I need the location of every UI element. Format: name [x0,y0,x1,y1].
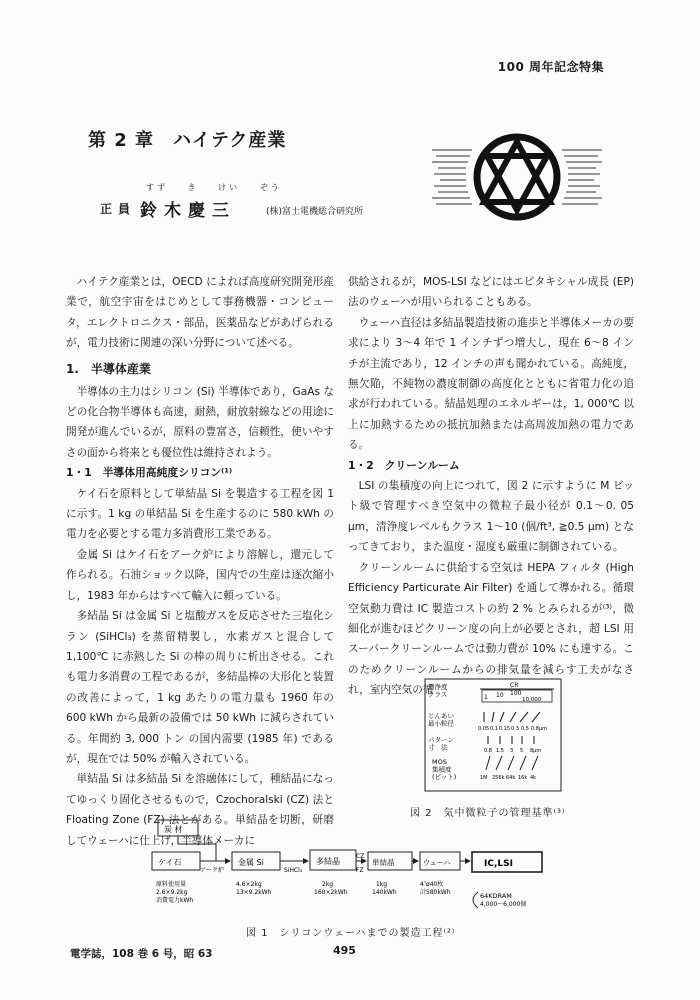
fig2-particle-4: 0.5 [521,726,529,732]
fig1-wafer-usage-1: 計580kWh [420,889,451,896]
fig1-wafer-usage-0: 4″ø40枚 [420,881,444,888]
fig2-label-particle: じんあい最小粒径 [428,712,454,728]
fig2-class-10000: 10,000 [522,697,542,703]
fig2-pattern-1: 1.5 [496,748,504,754]
fig2-label-pattern: パターン寸 法 [428,736,454,752]
fig2-pattern-4: 8μm [530,748,542,754]
fig1-single-usage-0: 1kg [376,881,388,888]
figure-1-caption: 図 1 シリコンウェーハまでの製造工程⁽²⁾ [246,928,456,939]
fig1-node-ic: IC,LSI [484,859,513,869]
fig1-metal-usage-0: 4.6×2kg [236,881,262,888]
fig2-pattern-0: 0.8 [484,748,492,754]
fig2-pattern-2: 3 [510,748,514,754]
author-name: 鈴木慶三 [140,201,236,221]
paragraph: 供給されるが，MOS-LSI などにはエピタキシャル成長 (EP) 法のウェーハが用いられることもある。 [348,276,634,309]
fig1-node-silica: ケイ石 [158,858,182,867]
fig1-poly-usage-1: 160×2kWh [314,889,348,896]
fig2-cr-label: CR [510,682,519,689]
fig2-particle-0: 0.05 [478,726,490,732]
paragraph: ウェーハ直径は多結晶製造技術の進歩と半導体メーカの要求により 3〜4 年で 1 インチずつ増大し，現在 6〜8 インチが主流であり，12 インチの声も聞かれている。高純度，無欠陥，不純物の濃度制御の高度化とともに省電力化の追求が行われている。結晶処理のエネルギーは，1, 000℃ 以上に加熱するための抵抗加熱または高周波加熱の電力である。 [348,316,634,452]
series-header: 100 周年記念特集 [497,60,604,74]
fig2-class-10: 10 [496,692,504,699]
right-column [348,272,634,701]
fig1-single-usage-1: 140kWh [372,889,397,896]
author-affiliation: (株)富士電機総合研究所 [266,207,364,217]
fig2-particle-5: 0.8μm [531,726,548,732]
left-column [66,272,334,851]
page-number: 495 [333,944,356,957]
paragraph: ケイ石を原料として単結晶 Si を製造する工程を図 1 に示す。1 kg の単結晶 Si を生産するのに 580 kWh の電力を必要とする電力多消費形工業である。 [66,487,334,541]
paragraph: 金属 Si はケイ石をアーク炉により溶解し，還元して作られる。石油ショック以降，国内での生産は逐次縮小し，1983 年からはすべて輸入に頼っている。 [66,548,334,602]
figure-2-caption: 図 2 気中微粒子の管理基準⁽³⁾ [410,808,566,819]
chapter-title: 第 2 章 ハイテク産業 [88,130,287,151]
fig2-particle-1: 0.1 [490,726,498,732]
fig1-fz-label: FZ [356,867,364,874]
fig1-sihcl3-label: SiHCl₃ [284,867,303,874]
author-block [100,182,430,222]
fig2-class-1: 1 [484,694,488,701]
fig2-mos-2: 64k [506,775,516,781]
fig1-arc-label: アーク炉 [200,867,224,874]
fig2-label-class: 清浄度クラス [428,683,448,699]
subsection-heading-silicon: 1・1 半導体用高純度シリコン⁽¹⁾ [66,466,233,480]
fig1-coal: 炭 材 [164,825,183,834]
section-heading-semiconductor: 1. 半導体産業 [66,361,151,376]
author-ruby: すず き けい ぞう [146,183,282,192]
fig2-particle-3: 0.3 [511,726,519,732]
fig1-node-poly: 多結晶 [316,857,340,866]
fig2-mos-1: 256k [492,775,505,781]
figure-2-particle-criteria [424,678,562,792]
fig1-ic-usage-1: 4,000～6,000個 [480,901,527,908]
intro-paragraph: ハイテク産業とは，OECD によれば高度研究開発形産業で，航空宇宙をはじめとして事務機器・コンピュータ，エレクトロニクス・部品，医薬品などがあげられるが，電力技術に関連の深い分野について述べる。 [66,276,334,350]
centennial-logo [432,130,602,230]
paragraph: クリーンルームに供給する空気は HEPA フィルタ (High Efficiency Particurate Air Filter) を通して導かれる。循環空気動力費は IC 製造コストの約 2 % とみられるが⁽³⁾，微細化が進むほどクリーン度の向上が必要とされ，超 LSI 用スーパークリーンルームでは動力費が 10% にも達する。このためクリーンルームからの排気量を減らす工夫がなされ，室内空気の循 [348,561,634,697]
fig1-node-single: 単結晶 [372,858,395,867]
fig2-mos-4: 4k [530,775,537,781]
fig1-usage-2: 消費電力kWh [156,897,194,904]
fig1-usage-1: 2.6×9.2kg [156,889,188,896]
figure-1-process-flow [150,818,550,922]
fig2-particle-2: 0.15 [499,726,511,732]
fig2-mos-3: 16k [518,775,528,781]
fig2-pattern-3: 5 [520,748,524,754]
fig1-ic-usage-0: 64KDRAM [480,892,512,900]
fig1-poly-usage-0: 2kg [322,881,334,888]
journal-citation: 電学誌，108 巻 6 号，昭 63 [70,948,213,960]
fig2-mos-0: 1M [480,775,488,781]
fig1-usage-0: 原料使用量 [156,881,187,888]
fig1-cz-label: CZ [356,853,365,860]
paragraph: LSI の集積度の向上につれて，図 2 に示すように M ビット級で管理すべき空気中の微粒子最小径が 0.1〜0. 05 μm，清浄度レベルもクラス 1〜10 (個/ft³, ≧0.5 μm) となってきており，また温度・湿度も厳重に制御されている。 [348,480,634,554]
subsection-heading-cleanroom: 1・2 クリーンルーム [348,458,460,472]
paragraph: 半導体の主力はシリコン (Si) 半導体であり，GaAs などの化合物半導体も高速，耐熱，耐放射線などの用途に開発が進んでいるが，原料の豊富さ，信頼性，使いやすさの面から将来とも優位性は維持されよう。 [66,385,334,459]
paragraph: 単結晶 Si は多結晶 Si を溶融体にして，種結晶になってゆっくり固化させるもので，Czochoralski (CZ) 法と Floating Zone (FZ) 法とがある。単結晶を切断，研磨してウェーハに仕上げ，半導体メーカに [66,773,334,847]
author-role: 正員 [100,202,137,216]
fig1-node-metal-si: 金属 Si [238,858,264,867]
fig2-label-mos: MOS 集積度(ビット) [432,758,457,781]
fig1-node-wafer: ウェーハ [423,859,451,867]
paragraph: 多結晶 Si は金属 Si と塩酸ガスを反応させた三塩化シラン (SiHCl₃) を蒸留精製し，水素ガスと混合して 1,100℃ に赤熱した Si の棒の周りに析出させる。これも電力多消費の工程であるが，多結晶棒の大形化と装置の改善によって，1 kg あたりの電力量も 1960 年の 600 kWh から最新の設備では 50 kWh に減らされている。年間約 3, 000 トン の国内需要 (1985 年) であるが，現在では 50% が輸入されている。 [66,610,334,765]
fig2-class-100: 100 [510,690,522,697]
fig1-metal-usage-1: 13×9.2kWh [236,889,272,896]
